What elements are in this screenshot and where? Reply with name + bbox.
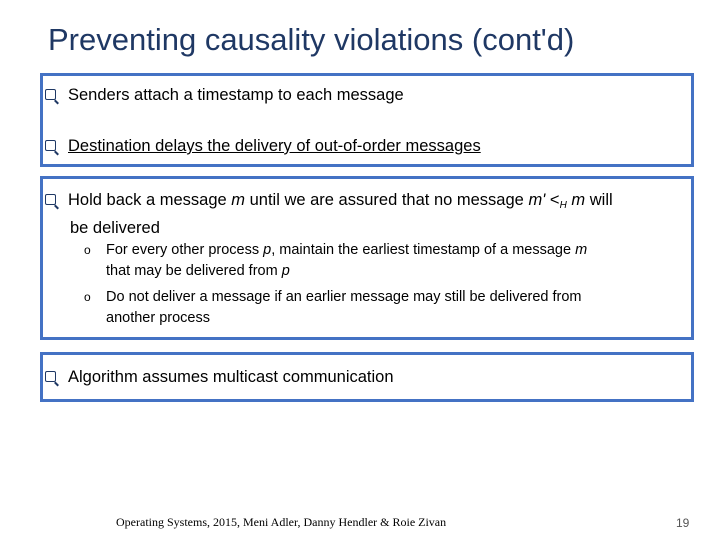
bullet-item-1: Senders attach a timestamp to each message (45, 84, 404, 106)
sub-item-1: o For every other process p, maintain the earliest timestamp of a message m that may be delivered from p (84, 242, 588, 279)
circle-bullet-icon: o (84, 290, 91, 304)
checkbox-bullet-icon (45, 140, 56, 151)
bullet-item-2: Destination delays the delivery of out-of-order messages (45, 135, 481, 157)
bullet-item-3: Hold back a message m until we are assured that no message $m' <_H$ m will be delivered (45, 189, 675, 239)
sub-item-2: o Do not deliver a message if an earlier message may still be delivered from another process (84, 289, 582, 326)
checkbox-bullet-icon (45, 371, 56, 382)
footer-text: Operating Systems, 2015, Meni Adler, Danny Hendler & Roie Zivan (116, 515, 447, 529)
page-number: 19 (676, 516, 690, 530)
circle-bullet-icon: o (84, 243, 91, 257)
slide-title: Preventing causality violations (cont'd) (48, 22, 575, 57)
checkbox-bullet-icon (45, 89, 56, 100)
checkbox-bullet-icon (45, 194, 56, 205)
bullet-item-4: Algorithm assumes multicast communication (45, 366, 394, 388)
